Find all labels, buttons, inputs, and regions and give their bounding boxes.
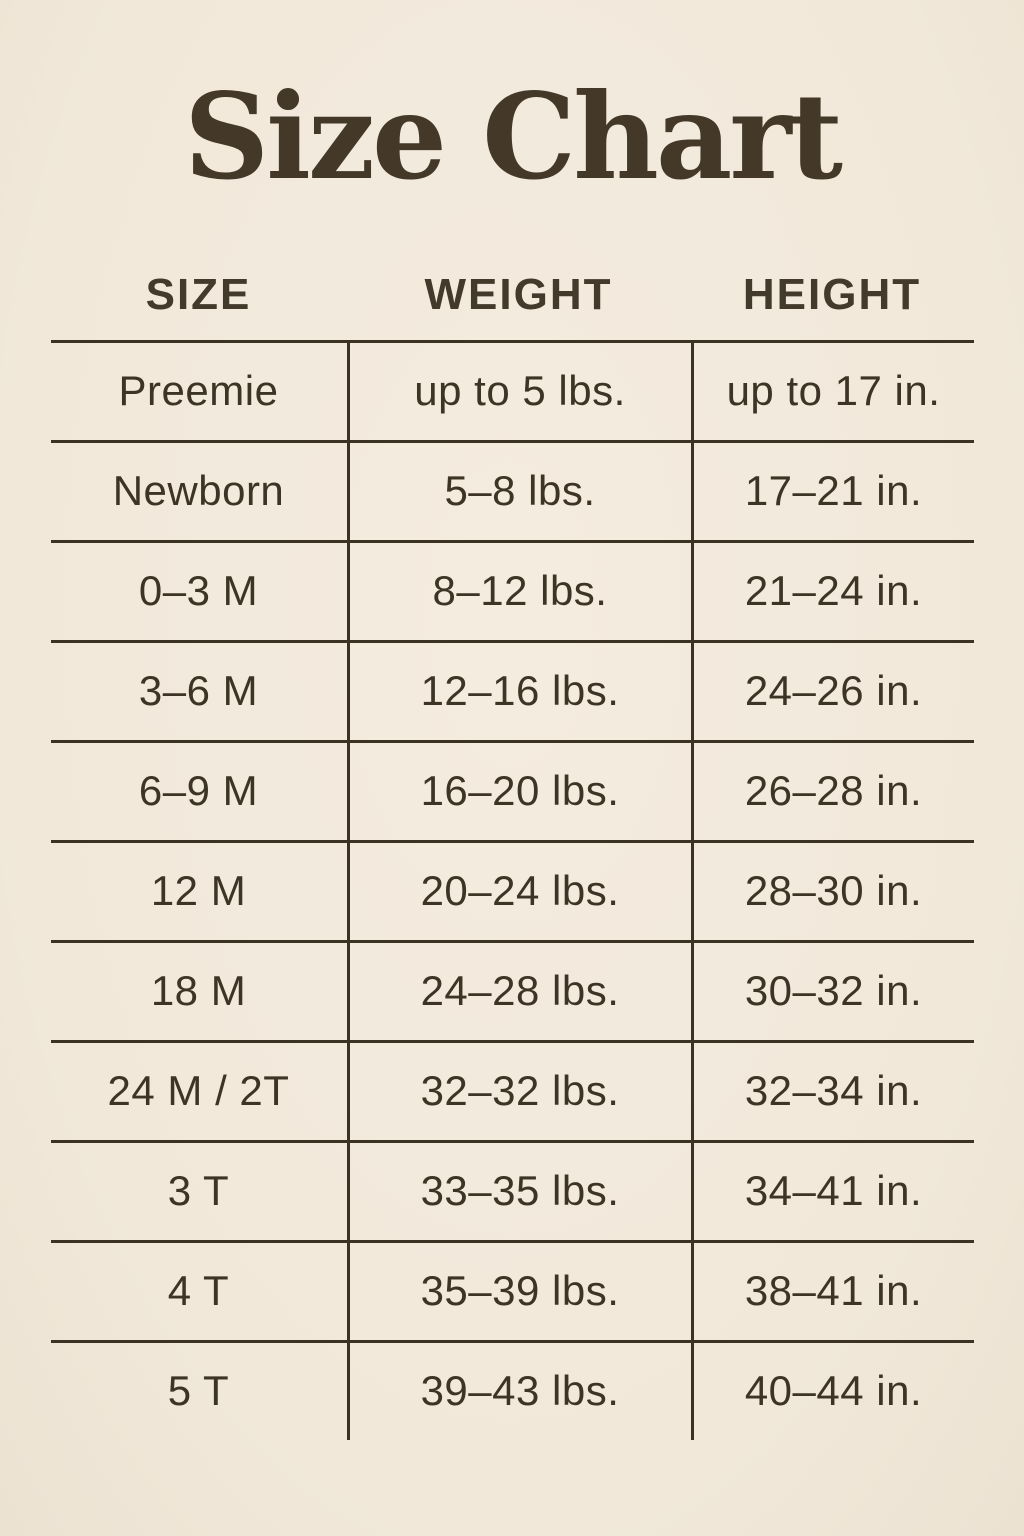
weight-cell: 12–16 lbs. <box>347 643 691 740</box>
table-row <box>51 840 974 940</box>
table-row <box>51 440 974 540</box>
table-row <box>51 340 974 440</box>
table-header-row <box>51 250 974 340</box>
table-row <box>51 1140 974 1240</box>
column-header-weight: WEIGHT <box>424 269 613 319</box>
height-cell: up to 17 in. <box>691 343 974 440</box>
size-cell: 5 T <box>167 1367 230 1415</box>
table-row <box>51 540 974 640</box>
size-cell: 0–3 M <box>138 567 259 615</box>
size-cell: 12 M <box>150 867 247 915</box>
size-cell: Newborn <box>112 467 285 515</box>
column-header-height: HEIGHT <box>742 269 922 319</box>
height-cell: 34–41 in. <box>691 1143 974 1240</box>
table-body <box>51 340 974 1440</box>
table-row <box>51 1340 974 1440</box>
page-title: Size Chart <box>183 67 841 206</box>
weight-cell: 35–39 lbs. <box>347 1243 691 1340</box>
height-cell: 17–21 in. <box>691 443 974 540</box>
size-cell: Preemie <box>118 367 279 415</box>
weight-cell: 24–28 lbs. <box>347 943 691 1040</box>
size-cell: 18 M <box>150 967 247 1015</box>
size-cell: 24 M / 2T <box>107 1067 290 1115</box>
weight-cell: 5–8 lbs. <box>347 443 691 540</box>
height-cell: 32–34 in. <box>691 1043 974 1140</box>
weight-cell: 33–35 lbs. <box>347 1143 691 1240</box>
weight-cell: 20–24 lbs. <box>347 843 691 940</box>
height-cell: 21–24 in. <box>691 543 974 640</box>
height-cell: 28–30 in. <box>691 843 974 940</box>
size-cell: 6–9 M <box>138 767 259 815</box>
table-row <box>51 1240 974 1340</box>
weight-cell: up to 5 lbs. <box>347 343 691 440</box>
height-cell: 26–28 in. <box>691 743 974 840</box>
column-header-size: SIZE <box>145 269 252 319</box>
weight-cell: 32–32 lbs. <box>347 1043 691 1140</box>
table-row <box>51 740 974 840</box>
table-row <box>51 940 974 1040</box>
size-chart-table <box>51 250 974 1440</box>
height-cell: 40–44 in. <box>691 1343 974 1440</box>
table-row <box>51 640 974 740</box>
size-cell: 3 T <box>167 1167 230 1215</box>
size-cell: 4 T <box>167 1267 230 1315</box>
height-cell: 30–32 in. <box>691 943 974 1040</box>
weight-cell: 39–43 lbs. <box>347 1343 691 1440</box>
weight-cell: 16–20 lbs. <box>347 743 691 840</box>
height-cell: 38–41 in. <box>691 1243 974 1340</box>
height-cell: 24–26 in. <box>691 643 974 740</box>
table-row <box>51 1040 974 1140</box>
weight-cell: 8–12 lbs. <box>347 543 691 640</box>
size-cell: 3–6 M <box>138 667 259 715</box>
